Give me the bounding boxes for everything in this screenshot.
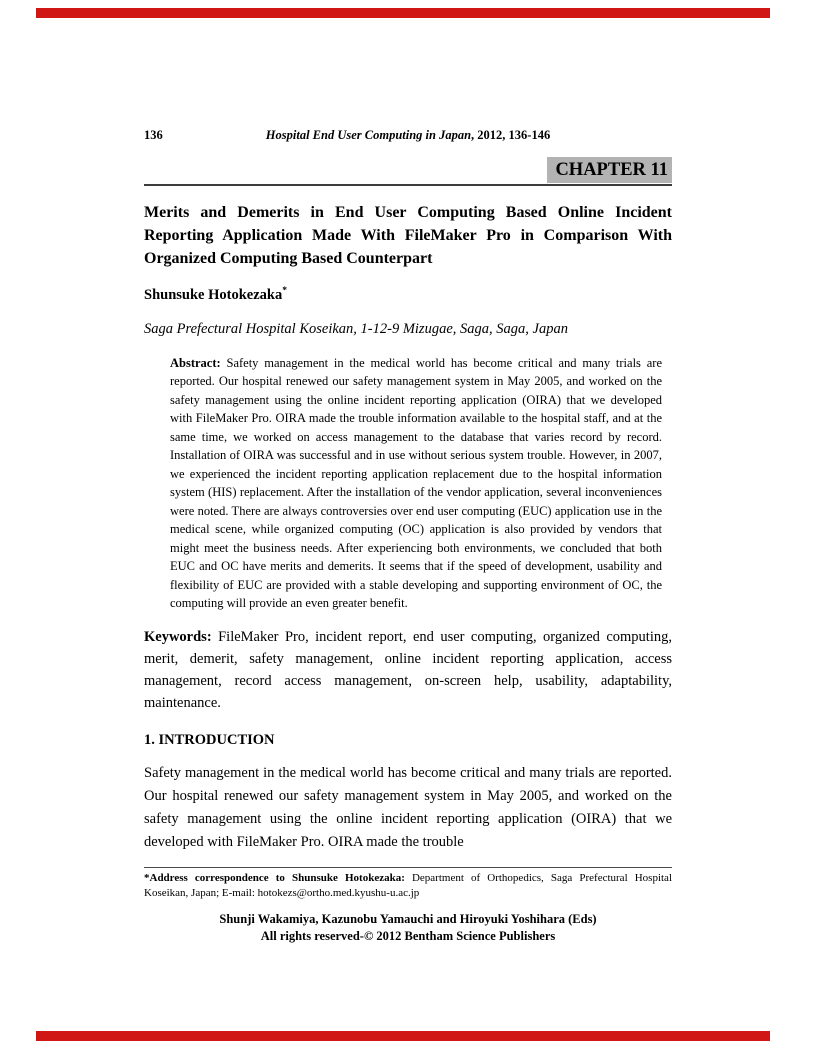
running-title-journal: Hospital End User Computing in Japan — [265, 128, 472, 142]
chapter-title: Merits and Demerits in End User Computing Based Online Incident Reporting Application Made With FileMaker Pro in Comparison With Organized Computing Based Counterpart — [144, 204, 672, 267]
correspondence-footnote — [144, 871, 672, 902]
bottom-accent-bar — [36, 1031, 770, 1041]
abstract-text: Safety management in the medical world has become critical and many trials are reported. Our hospital renewed our safety management system in May 2005, and worked on the safety management using the online incident reporting application (OIRA) that we developed with FileMaker Pro. OIRA made the trouble information available to the hospital staff, and at the same time, we worked on access management to the database that varies record by record. Installation of OIRA was successful and in use without serious system trouble. However, in 2007, we experienced the incident reporting application replacement due to the hospital information system (HIS) replacement. After the installation of the vendor application, several inconveniences were noted. There are always controversies over end user computing (EUC) application use in the medical scene, while organized computing (OC) application is also provided by vendors that might meet the business needs. After experiencing both environments, we concluded that both EUC and OC have merits and demerits. It seems that if the speed of development, usability and flexibility of EUC are provided with a stable developing and supporting environment of OC, the computing will provide an even greater benefit. — [170, 355, 662, 611]
running-title-pages: , 2012, 136-146 — [471, 128, 551, 142]
chapter-badge: CHAPTER 11 — [547, 157, 672, 183]
footnote-text: Department of Orthopedics, Saga Prefectural Hospital Koseikan, Japan; E-mail: hotokezs@ortho.med.kyushu-u.ac.jp — [144, 871, 673, 900]
keywords — [144, 626, 672, 714]
author-line — [144, 286, 672, 304]
page-number: 136 — [144, 128, 163, 142]
section-heading-introduction: 1. INTRODUCTION — [144, 731, 275, 748]
footnote-rule — [144, 867, 672, 868]
intro-paragraph: Safety management in the medical world has become critical and many trials are reported. Our hospital renewed our safety management system in May 2005, and worked on the safety management using the online incident reporting application (OIRA) that we developed with FileMaker Pro. OIRA made the trouble — [144, 764, 672, 850]
rights-line: All rights reserved-© 2012 Bentham Science Publishers — [260, 928, 556, 943]
chapter-row — [144, 157, 672, 183]
keywords-label: Keywords: — [144, 628, 212, 645]
abstract — [170, 354, 662, 613]
publisher-imprint — [144, 911, 672, 945]
editors-line: Shunji Wakamiya, Kazunobu Yamauchi and Hiroyuki Yoshihara (Eds) — [219, 911, 597, 926]
keywords-text: FileMaker Pro, incident report, end user computing, organized computing, merit, demerit, safety management, online incident reporting application, access management, record access management, on-screen help, usability, adaptability, maintenance. — [144, 628, 672, 711]
running-head — [144, 128, 672, 145]
page-content — [144, 0, 672, 945]
header-rule — [144, 184, 672, 186]
author-footnote-marker: * — [282, 286, 287, 296]
author-name: Shunsuke Hotokezaka — [144, 286, 283, 303]
running-title — [266, 128, 550, 142]
abstract-label: Abstract: — [170, 355, 221, 370]
footnote-label: *Address correspondence to Shunsuke Hotokezaka: — [144, 871, 405, 884]
affiliation: Saga Prefectural Hospital Koseikan, 1-12-9 Mizugae, Saga, Saga, Japan — [144, 320, 568, 337]
